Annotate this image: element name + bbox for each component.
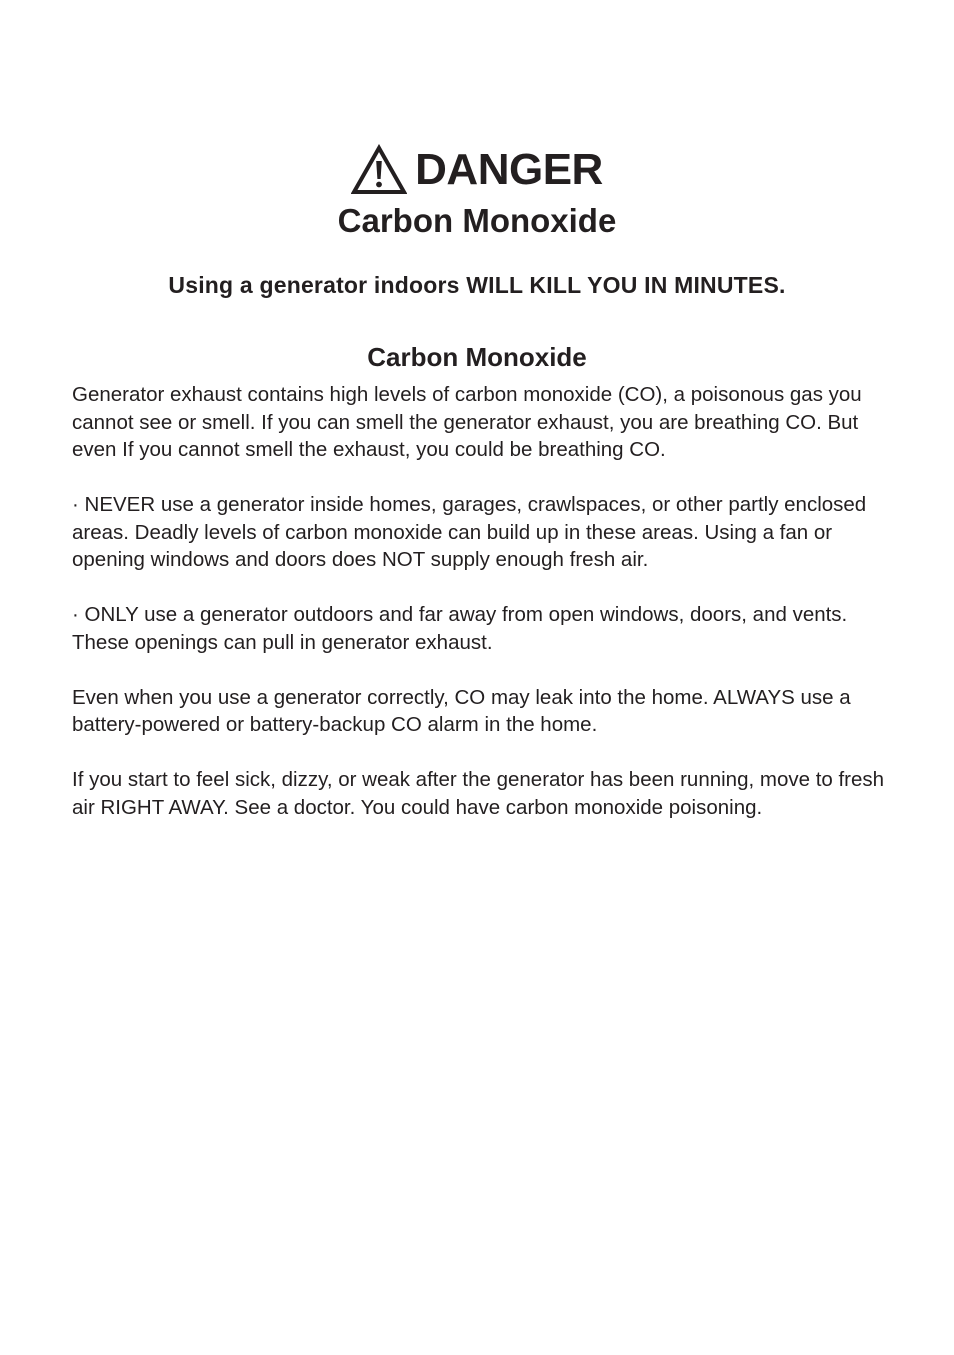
paragraph-symptoms: If you start to feel sick, dizzy, or weak after the generator has been running, move to fresh air RIGHT AWAY. See a doctor. You could have carbon monoxide poisoning. <box>72 768 885 819</box>
section-body <box>72 381 892 849</box>
signal-word-line <box>351 142 603 198</box>
section-title: Carbon Monoxide <box>367 342 587 372</box>
paragraph-co-alarm: Even when you use a generator correctly, CO may leak into the home. ALWAYS use a battery-powered or battery-backup CO alarm in the home. <box>72 685 851 736</box>
signal-word: DANGER <box>415 145 603 194</box>
hazard-title: Carbon Monoxide <box>337 202 617 239</box>
paragraph-never-indoors: · NEVER use a generator inside homes, garages, crawlspaces, or other partly enclosed areas. Deadly levels of carbon monoxide can build up in these areas. Using a fan or opening windows and doors does NOT supply enough fresh air. <box>72 493 867 571</box>
warning-statement: Using a generator indoors WILL KILL YOU IN MINUTES. <box>168 272 786 298</box>
paragraph-only-outdoors: · ONLY use a generator outdoors and far away from open windows, doors, and vents. These openings can pull in generator exhaust. <box>72 603 848 654</box>
warning-triangle-icon <box>351 144 407 196</box>
danger-header <box>0 142 954 243</box>
paragraph-exhaust: Generator exhaust contains high levels of carbon monoxide (CO), a poisonous gas you cannot see or smell. If you can smell the generator exhaust, you are breathing CO. But even If you cannot smell the exhaust, you could be breathing CO. <box>72 383 862 461</box>
